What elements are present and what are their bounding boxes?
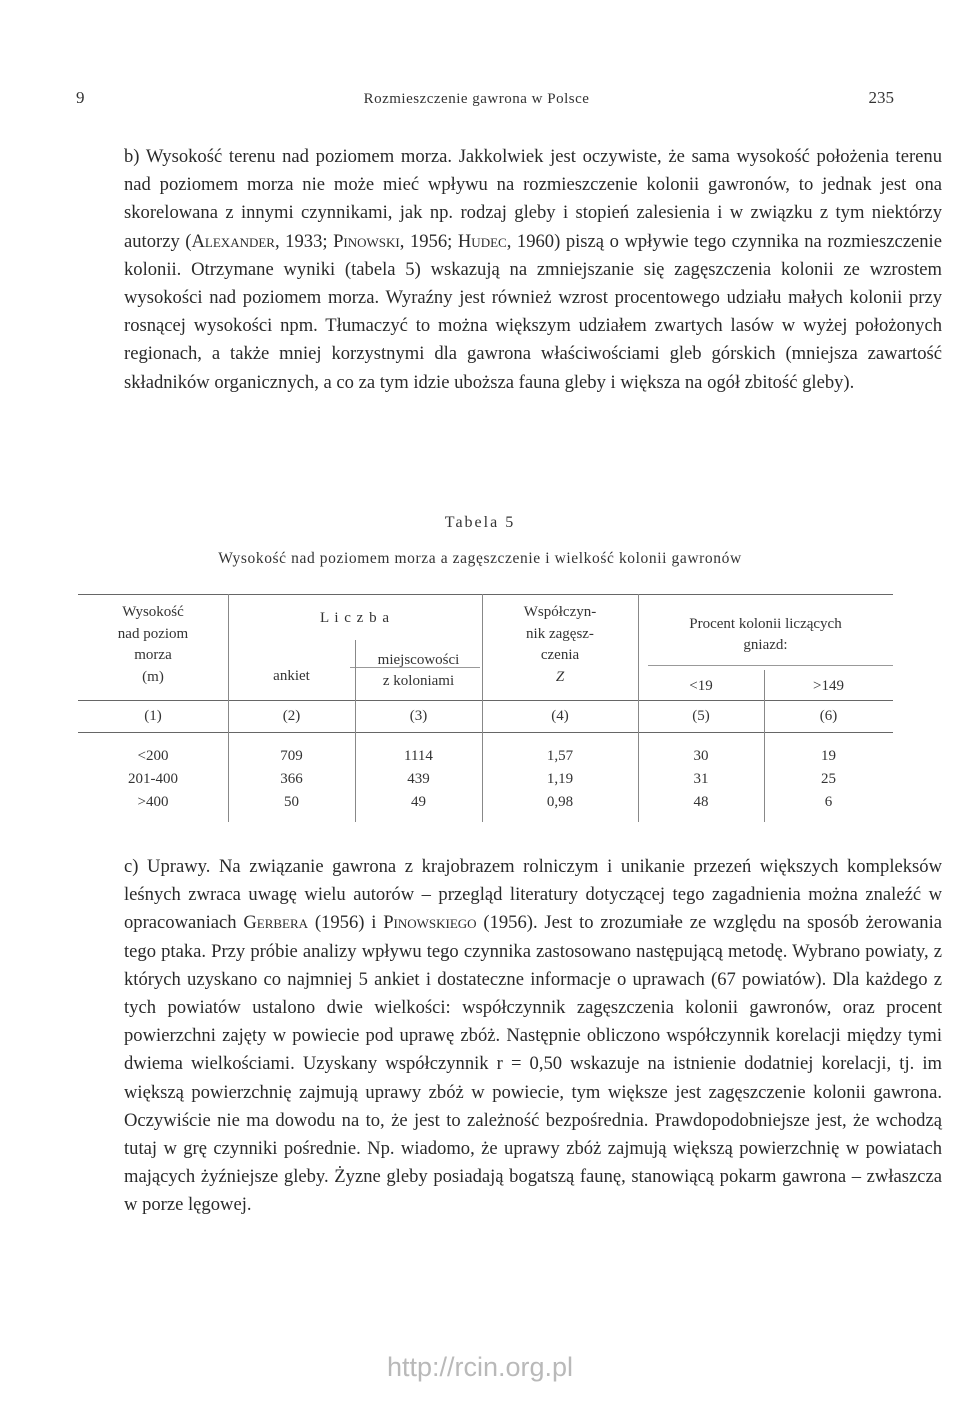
header-miejscowosci: miejscowości z koloniami	[377, 652, 460, 689]
page-number: 235	[868, 88, 894, 107]
header-gt149: >149	[813, 678, 844, 694]
header-left-number: 9	[76, 88, 85, 107]
col-number: (2)	[282, 708, 301, 724]
header-procent: Procent kolonii liczących gniazd:	[689, 616, 842, 653]
header-ankiet: ankiet	[273, 668, 310, 684]
table-label: Tabela 5	[444, 514, 516, 531]
citation-author: Pinowski	[333, 230, 400, 252]
footer-url: http://rcin.org.pl	[386, 1352, 574, 1382]
col-number: (1)	[144, 708, 162, 724]
table-caption: Wysokość nad poziomem morza a zagęszczenie i wielkość kolonii gawronów	[218, 550, 742, 567]
citation-author: Pinowskiego	[383, 912, 477, 934]
citation-author: Hudec	[457, 230, 507, 252]
citation-author: Alexander	[191, 230, 275, 252]
running-title: Rozmieszczenie gawrona w Polsce	[363, 91, 590, 107]
section-c-paragraph: c) Uprawy. Na związanie gawrona z krajobrazem rolniczym i unikanie przezeń większych kompleksów leśnych zwraca uwagę wielu autorów – przegląd literatury dotyczącej tego zagadnienia można znaleźć w opracowaniach Gerbera (1956) i Pinowskiego (1956). Jest to zrozumiałe ze względu na sposób żerowania tego ptaka. Przy próbie analizy wpływu tego czynnika zastosowano następującą metodę. Wybrano powiaty, z których uzyskano co najmniej 5 ankiet i dostateczne informacje o uprawach (67 powiatów). Dla każdego z tych powiatów ustalono dwie wielkości: współczynnik zagęszczenia kolonii gawronów, oraz procent powierzchni zajęty w powiecie pod uprawę zbóż. Następnie obliczono współczynnik korelacji między tymi dwiema wielkościami. Uzyskany współczynnik r = 0,50 wskazuje na istnienie dodatniej korelacji, tj. im większą powierzchnię zajmują uprawy zbóż w powiecie, tym większe jest zagęszczenie kolonii gawrona. Oczywiście nie ma dowodu na to, że jest to zależność bezpośrednia. Prawdopodobniejsze jest, że wchodzą tutaj w grę czynniki pośrednie. Np. wiadomo, że uprawy zbóż zajmują większą powierzchnię w powiatach mających żyźniejsze gleby. Żyzne gleby posiadają bogatszą faunę, stanowiącą pokarm gawrona – zwłaszcza w porze lęgowej.	[124, 856, 942, 1216]
citation-author: Gerbera	[243, 912, 309, 934]
header-altitude: Wysokość nad poziom morza (m)	[117, 604, 189, 685]
header-wspolczynnik: Współczyn- nik zagęsz- czenia Z	[523, 604, 597, 685]
col-number: (5)	[692, 708, 710, 724]
col-number: (4)	[551, 708, 569, 724]
header-liczba: L i c z b a	[320, 610, 390, 626]
col-number: (6)	[819, 708, 838, 724]
running-header	[76, 88, 894, 108]
section-b-paragraph: b) Wysokość terenu nad poziomem morza. Jakkolwiek jest oczywiste, że sama wysokość położenia terenu nad poziomem morza nie może mieć wpływu na rozmieszczenie kolonii gawronów, to jednak jest ona skorelowana z innymi czynnikami, jak np. rodzaj gleby i stopień zalesienia i w związku z tym niektórzy autorzy (Alexander, 1933; Pinowski, 1956; Hudec, 1960) piszą o wpływie tego czynnika na rozmieszczenie kolonii. Otrzymane wyniki (tabela 5) wskazują na zmniejszanie się zagęszczenia kolonii ze wzrostem wysokości nad poziomem morza. Wyraźny jest również wzrost procentowego udziału małych kolonii przy rosnącej wysokości npm. Tłumaczyć to można większym udziałem zwartych lasów w wyżej położonych regionach, a także mniej korzystnymi dla gawrona właściwościami gleb górskich (mniejsza zawartość składników organicznych, a co za tym idzie uboższa fauna gleby i większa na ogół zbitość gleby).	[124, 146, 942, 393]
header-lt19: <19	[689, 678, 713, 694]
data-table: Wysokość nad poziom morza (m) L i c z b a ankiet miejscowości z koloniami Współczyn- nik zagęsz- czenia Z Procent kolonii liczących gniazd: <19 >149 (1) (2) (3) (4) (5) (6) <200 709 1114 1,57 30 19 201-400 366 439 1,19 31 25 >400 50 49 0,98 48 6	[78, 590, 893, 822]
col-number: (3)	[409, 708, 428, 724]
